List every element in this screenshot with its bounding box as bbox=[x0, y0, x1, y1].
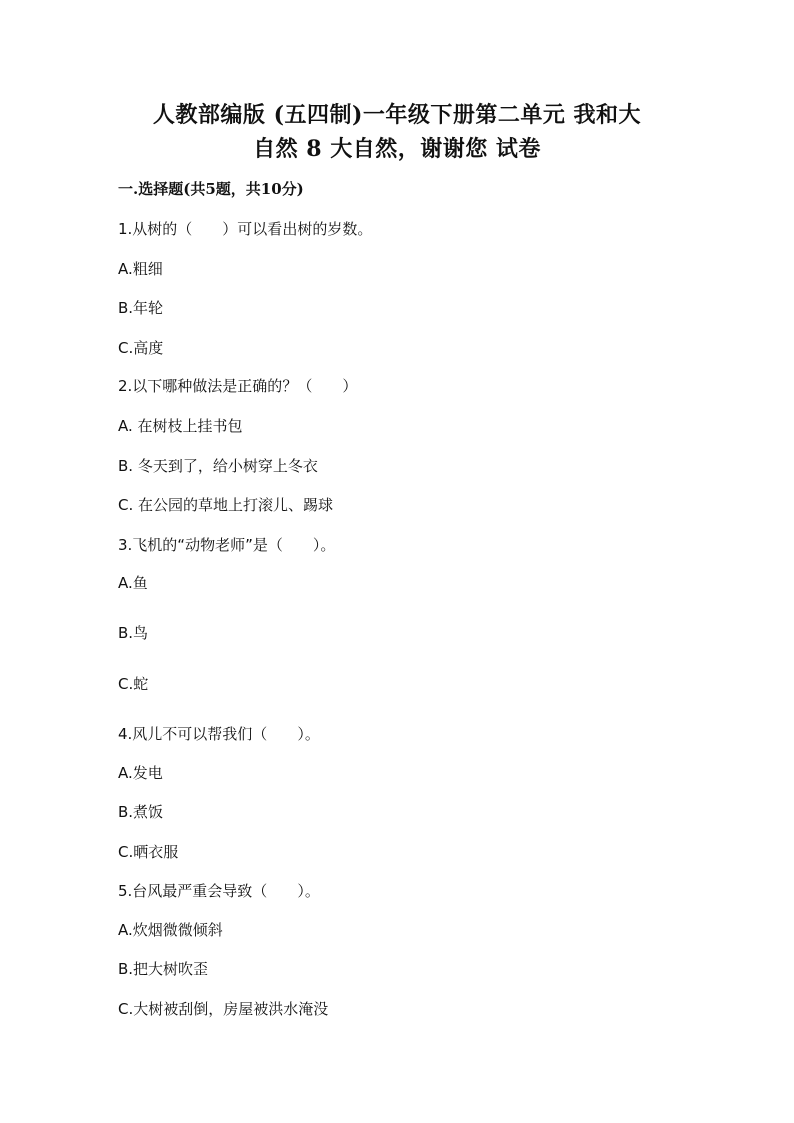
question-1-option-c: C.高度 bbox=[118, 339, 164, 357]
question-4-option-c: C.晒衣服 bbox=[118, 843, 179, 861]
question-2-stem: 2.以下哪种做法是正确的？（ ） bbox=[118, 377, 358, 395]
question-2-option-b: B. 冬天到了，给小树穿上冬衣 bbox=[118, 457, 318, 475]
question-2-option-c: C. 在公园的草地上打滚儿、踢球 bbox=[118, 496, 334, 514]
question-1-option-a: A.粗细 bbox=[118, 260, 163, 278]
question-3-stem: 3.飞机的“动物老师”是（ ）。 bbox=[118, 536, 336, 554]
question-1-stem: 1.从树的（ ）可以看出树的岁数。 bbox=[118, 220, 373, 238]
question-4-stem: 4.风儿不可以帮我们（ ）。 bbox=[118, 725, 320, 743]
question-4-option-a: A.发电 bbox=[118, 764, 163, 782]
question-3-option-a: A.鱼 bbox=[118, 574, 148, 592]
question-3-option-b: B.鸟 bbox=[118, 624, 149, 642]
exam-title-line-2: 自然 8 大自然，谢谢您 试卷 bbox=[253, 136, 541, 162]
question-5-option-b: B.把大树吹歪 bbox=[118, 960, 209, 978]
exam-title-line-1: 人教部编版 (五四制)一年级下册第二单元 我和大 bbox=[152, 102, 642, 128]
question-5-stem: 5.台风最严重会导致（ ）。 bbox=[118, 882, 320, 900]
question-5-option-a: A.炊烟微微倾斜 bbox=[118, 921, 223, 939]
question-3-option-c: C.蛇 bbox=[118, 675, 149, 693]
question-5-option-c: C.大树被刮倒，房屋被洪水淹没 bbox=[118, 1000, 329, 1018]
question-1-option-b: B.年轮 bbox=[118, 299, 164, 317]
section-heading: 一.选择题(共5题，共10分) bbox=[118, 180, 304, 198]
question-2-option-a: A. 在树枝上挂书包 bbox=[118, 417, 243, 435]
question-4-option-b: B.煮饭 bbox=[118, 803, 164, 821]
